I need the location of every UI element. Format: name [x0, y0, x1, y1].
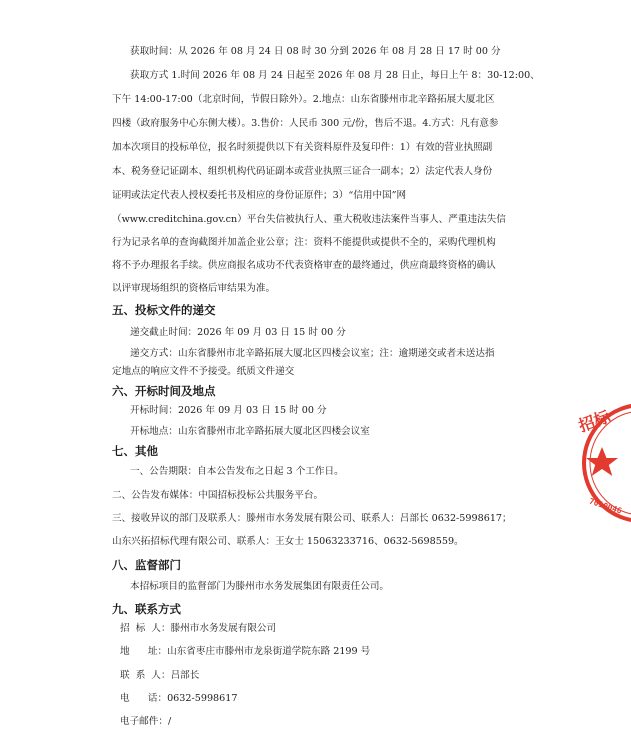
section-9-heading: 九、联系方式 [112, 602, 181, 616]
objection-contact: 山东兴拓招标代理有限公司、联系人：王女士 15063233716、0632-5698559。 [112, 536, 464, 547]
submission-method: 递交方式：山东省滕州市北辛路拓展大厦北区四楼会议室；注：逾期递交或者未送达指 [130, 348, 495, 359]
obtain-method-line: 获取方式 1.时间 2026 年 08 月 24 日起至 2026 年 08 月 28 日止，每日上午 8：30-12:00、 [130, 70, 540, 81]
contact-phone: 电 话：0632-5998617 [120, 693, 238, 704]
obtain-method-line: 本、税务登记证副本、组织机构代码证副本或营业执照三证合一副本；2）法定代表人身份 [112, 166, 493, 177]
obtain-method-line: 证明或法定代表人授权委托书及相应的身份证原件；3）“信用中国”网 [112, 190, 407, 201]
contact-person: 联 系 人：吕部长 [120, 670, 200, 681]
contact-tenderer: 招 标 人：滕州市水务发展有限公司 [120, 623, 277, 634]
section-6-heading: 六、开标时间及地点 [112, 384, 216, 398]
obtain-time: 获取时间：从 2026 年 08 月 24 日 08 时 30 分到 2026 年 08 月 28 日 17 时 00 分 [130, 46, 501, 57]
obtain-method-line: 将不予办理报名手续。供应商报名成功不代表资格审查的最终通过，供应商最终资格的确认 [112, 260, 496, 271]
obtain-method-line: 四楼（政府服务中心东侧大楼）。3.售价：人民币 300 元/份，售后不退。4.方式：凡有意参 [112, 118, 499, 129]
obtain-method-line: 下午 14:00-17:00（北京时间，节假日除外）。2.地点：山东省滕州市北辛路拓展大厦北区 [112, 94, 495, 105]
obtain-method-line: 加本次项目的投标单位，报名时须提供以下有关资料原件及复印件：1）有效的营业执照副 [112, 142, 493, 153]
obtain-method-line: 以评审现场组织的资格后审结果为准。 [112, 283, 276, 294]
opening-place: 开标地点：山东省滕州市北辛路拓展大厦北区四楼会议室 [130, 426, 370, 437]
notice-period: 一、公告期限：自本公告发布之日起 3 个工作日。 [130, 466, 344, 477]
contact-email: 电子邮件：/ [120, 716, 172, 727]
contact-address: 地 址：山东省枣庄市滕州市龙泉街道学院东路 2199 号 [120, 646, 371, 657]
section-5-heading: 五、投标文件的递交 [112, 303, 216, 317]
opening-time: 开标时间：2026 年 09 月 03 日 15 时 00 分 [130, 405, 327, 416]
section-7-heading: 七、其他 [112, 444, 158, 458]
submission-method: 定地点的响应文件不予接受。纸质文件递交 [112, 366, 295, 377]
obtain-method-line: （www.creditchina.gov.cn）平台失信被执行人、重大税收违法案件当事人、严重违法失信 [112, 214, 506, 225]
svg-text:7010046: 7010046 [587, 496, 623, 516]
section-8-heading: 八、监督部门 [112, 558, 181, 572]
svg-text:招标: 招标 [576, 406, 613, 436]
obtain-method-line: 行为记录名单的查询截图并加盖企业公章；注：资料不能提供或提供不全的，采购代理机构 [112, 237, 496, 248]
supervision-text: 本招标项目的监督部门为滕州市水务发展集团有限责任公司。 [130, 581, 390, 592]
red-seal-stamp [570, 395, 631, 535]
objection-contact: 三、接收异议的部门及联系人：滕州市水务发展有限公司、联系人：吕部长 0632-5998617； [112, 513, 512, 524]
submission-deadline: 递交截止时间：2026 年 09 月 03 日 15 时 00 分 [130, 327, 346, 338]
notice-media: 二、公告发布媒体：中国招标投标公共服务平台。 [112, 490, 324, 501]
